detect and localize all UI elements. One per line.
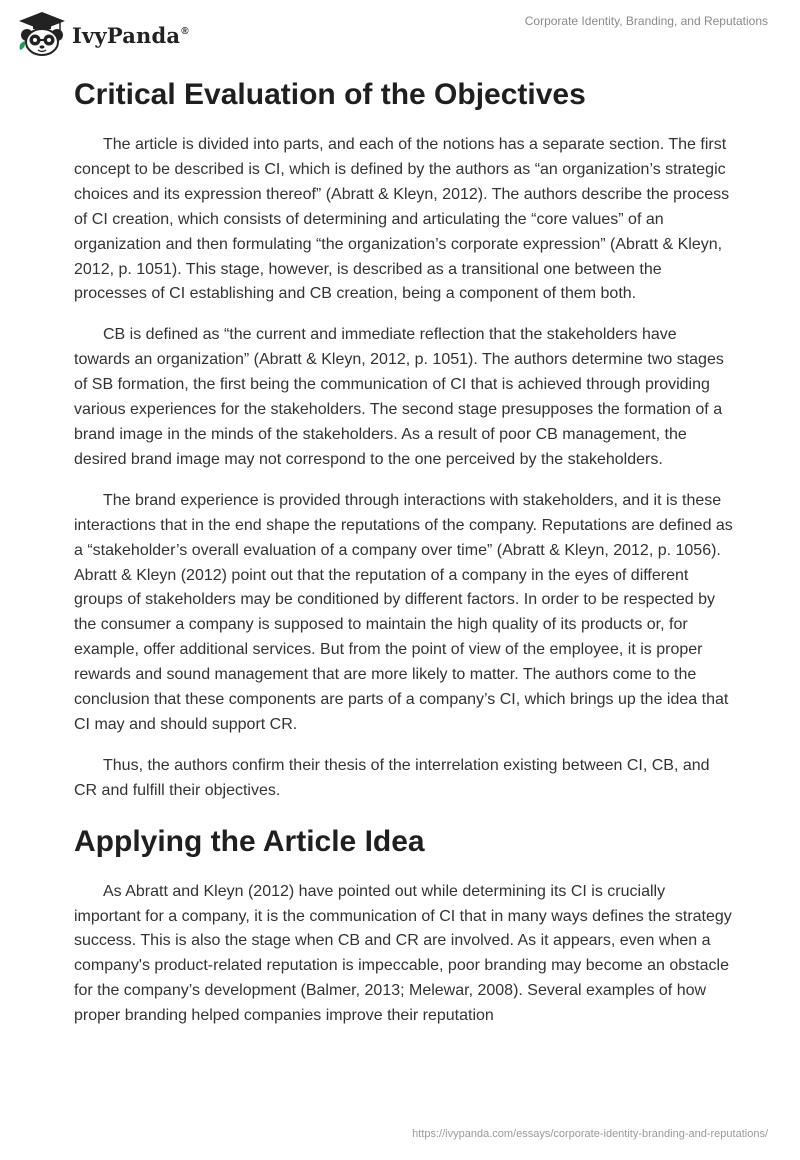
ivypanda-logo[interactable] — [16, 10, 189, 58]
brand-name: IvyPanda® — [72, 22, 189, 48]
running-title: Corporate Identity, Branding, and Reputations — [524, 14, 768, 28]
paragraph: Thus, the authors confirm their thesis of the interrelation existing between CI, CB, and CR and fulfill their objectives. — [74, 756, 710, 799]
page-header — [0, 0, 800, 64]
essay-content — [74, 70, 734, 1029]
source-url-link[interactable]: https://ivypanda.com/essays/corporate-identity-branding-and-reputations/ — [412, 1128, 768, 1140]
paragraph: CB is defined as “the current and immediate reflection that the stakeholders have towards an organization” (Abratt & Kleyn, 2012, p. 1051). The authors determine two stages of SB formation, the first being the communication of CI that is achieved through providing various experiences for the stakeholders. The second stage presupposes the formation of a brand image in the minds of the stakeholders. As a result of poor CB management, the desired brand image may not correspond to the one perceived by the stakeholders. — [74, 326, 724, 468]
paragraph: As Abratt and Kleyn (2012) have pointed out while determining its CI is crucially important for a company, it is the communication of CI that in many ways defines the strategy success. This is also the stage when CB and CR are involved. As it appears, even when a company's product-related reputation is impeccable, poor branding may become an obstacle for the company’s development (Balmer, 2013; Melewar, 2008). Several examples of how proper branding helped companies improve their reputation — [74, 882, 732, 1025]
section-heading: Applying the Article Idea — [74, 824, 425, 858]
paragraph: The article is divided into parts, and each of the notions has a separate section. The first concept to be described is CI, which is defined by the authors as “an organization’s strategic choices and its expression thereof” (Abratt & Kleyn, 2012). The authors describe the process of CI creation, which consists of determining and articulating the “core values” of an organization and then formulating “the organization’s corporate expression” (Abratt & Kleyn, 2012, p. 1051). This stage, however, is described as a transitional one between the processes of CI establishing and CB creation, being a component of them both. — [74, 136, 730, 303]
registered-mark: ® — [181, 25, 189, 37]
paragraph: The brand experience is provided through interactions with stakeholders, and it is these interactions that in the end shape the reputations of the company. Reputations are defined as a “stakeholder’s overall evaluation of a company over time” (Abratt & Kleyn, 2012, p. 1056). Abratt & Kleyn (2012) point out that the reputation of a company in the eyes of different groups of stakeholders may be conditioned by different factors. In order to be respected by the consumer a company is supposed to maintain the high quality of its products or, for example, offer additional services. But from the point of view of the employee, it is proper rewards and sound management that are more likely to matter. The authors come to the conclusion that these components are parts of a company’s CI, which brings up the idea that CI may and should support CR. — [74, 491, 733, 733]
section-heading: Critical Evaluation of the Objectives — [74, 78, 586, 111]
panda-graduate-icon — [16, 10, 68, 58]
